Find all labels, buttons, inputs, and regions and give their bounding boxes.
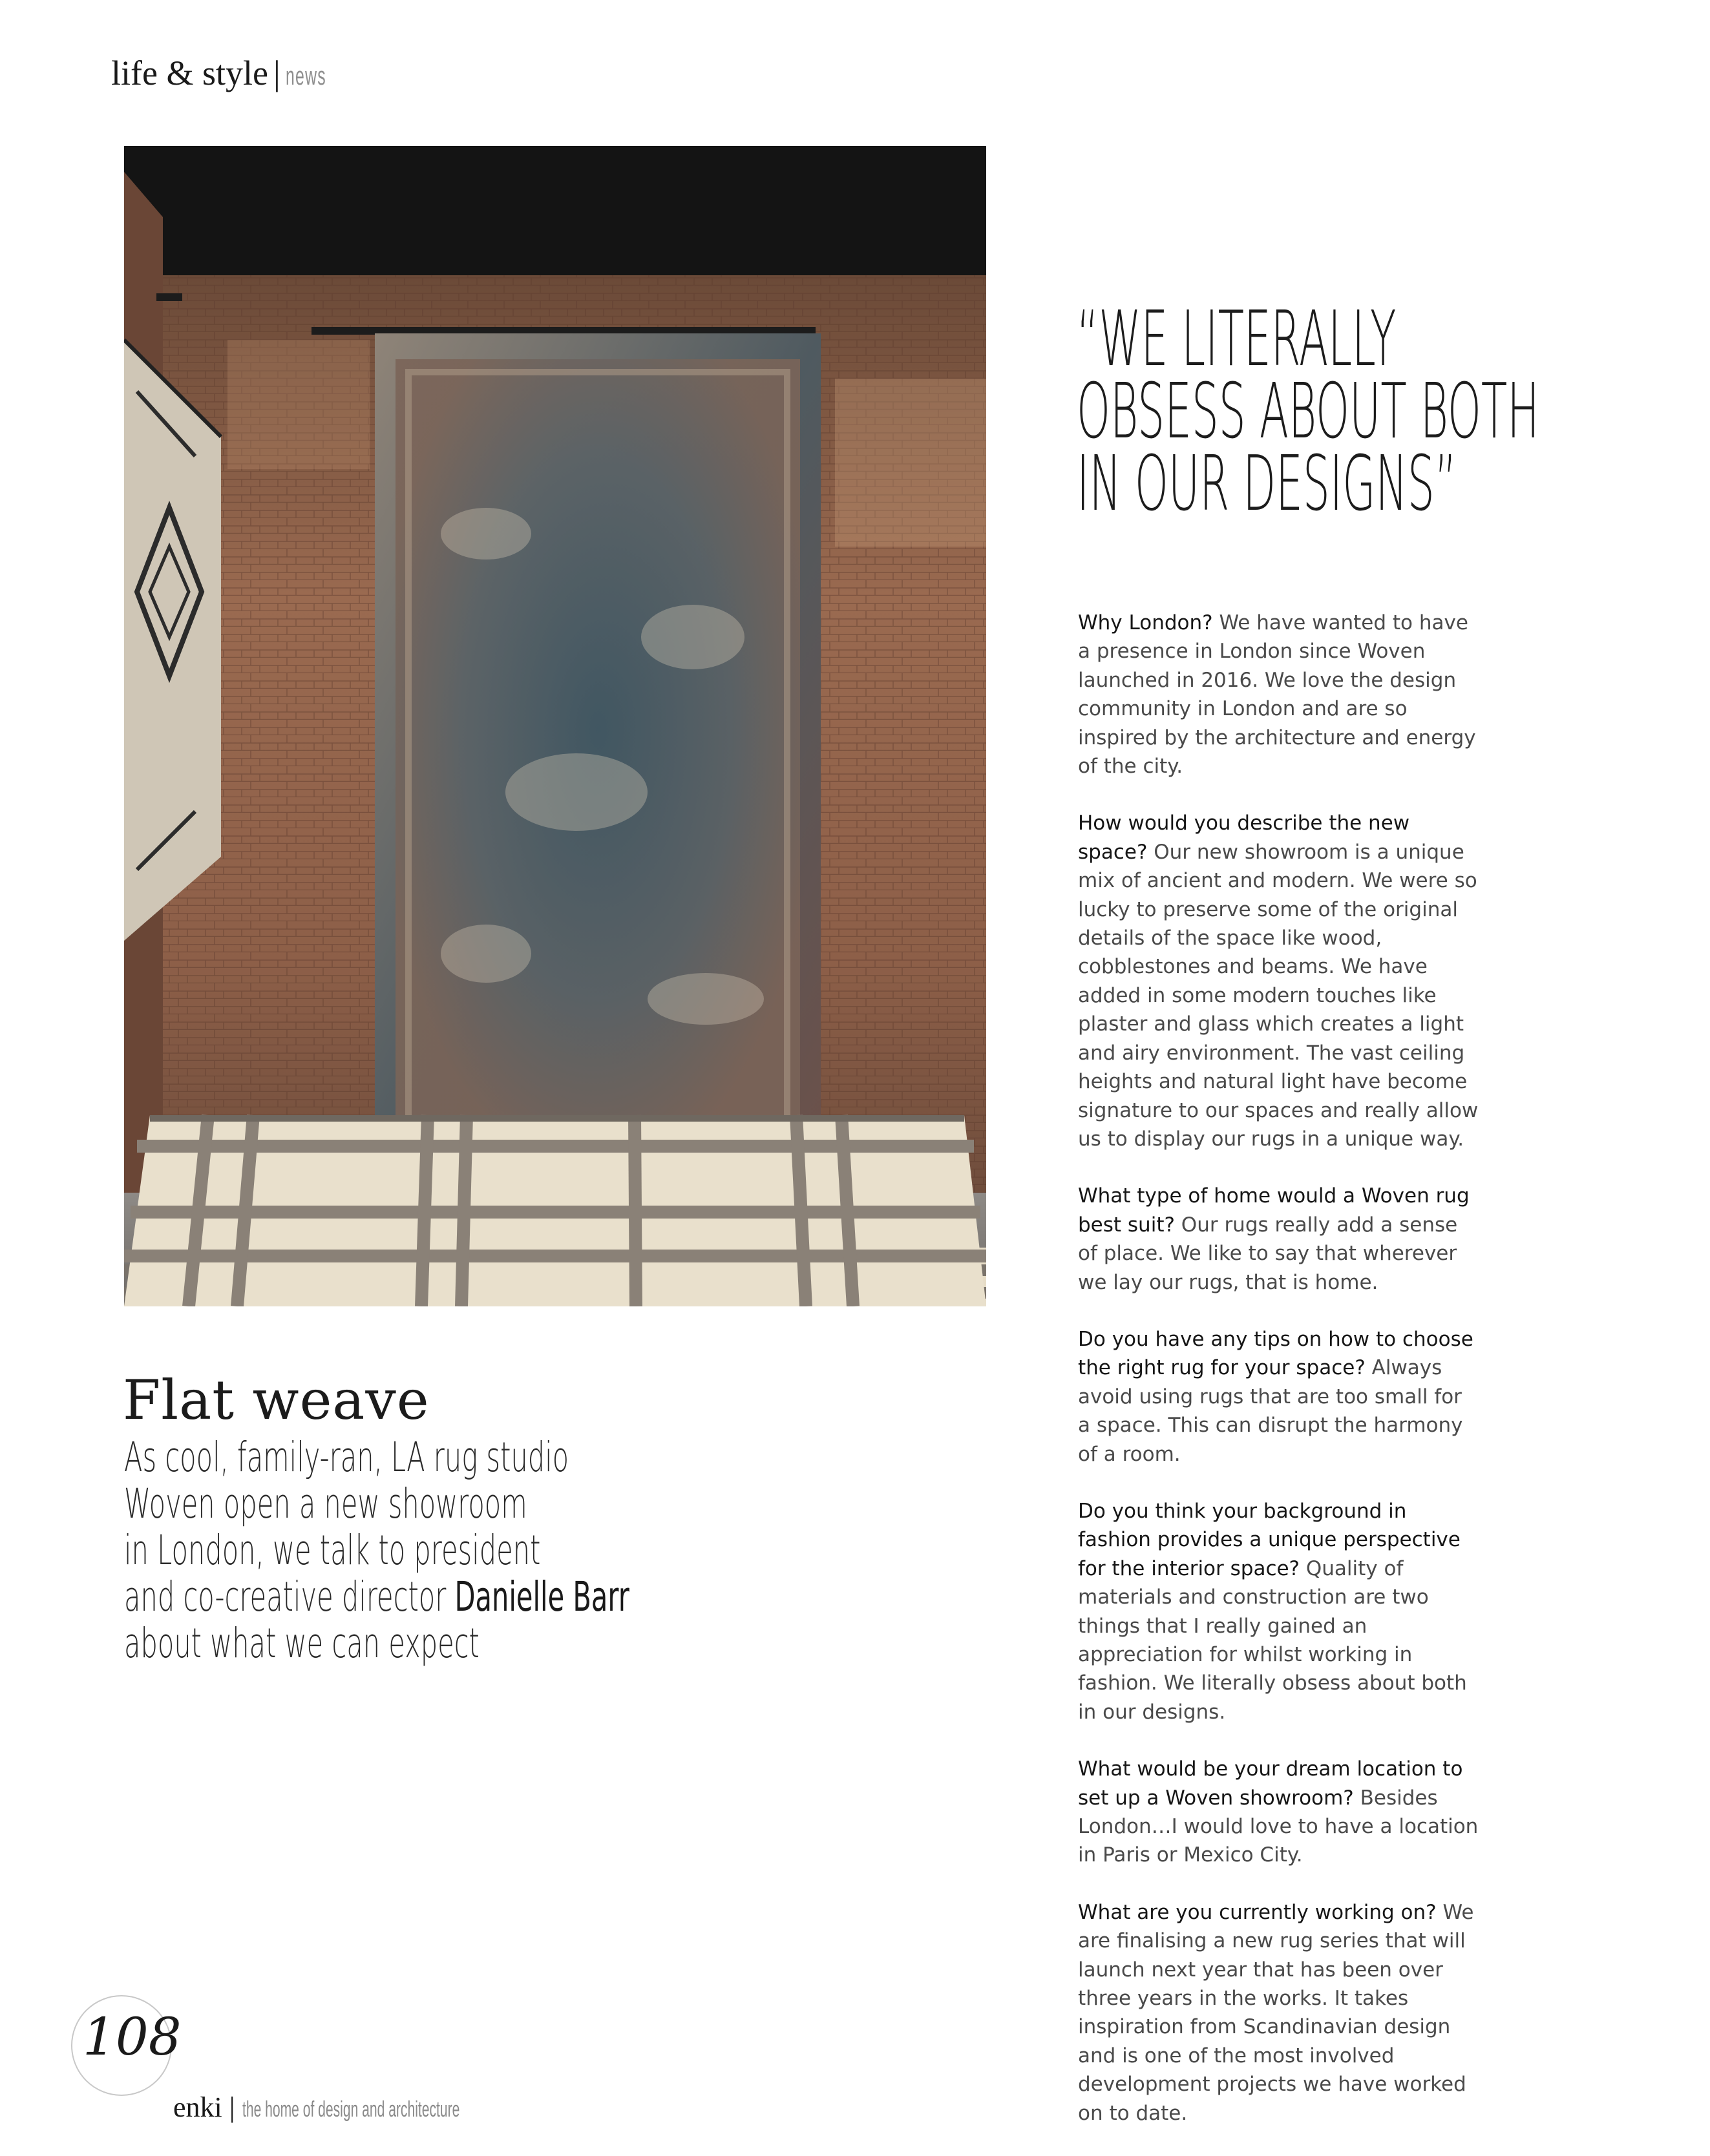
answer: Always avoid using rugs that are too small for a space. This can disrupt the harmony of a room.	[1078, 1356, 1463, 1466]
answer: We have wanted to have a presence in London since Woven launched in 2016. We love the design community in London and are so inspired by the architecture and energy of the city.	[1078, 611, 1476, 779]
interview-column	[1078, 609, 1479, 2156]
pull-quote	[1077, 294, 1539, 528]
qa-item	[1078, 1182, 1479, 1297]
article-standfirst	[124, 1434, 629, 1667]
standfirst-text: and co-creative director	[124, 1573, 455, 1620]
question: What type of home would a Woven rug best suit?	[1078, 1184, 1470, 1237]
question: What would be your dream location to set up a Woven showroom?	[1078, 1757, 1463, 1810]
standfirst-line	[124, 1574, 629, 1620]
qa-item	[1078, 609, 1479, 780]
article-headline: Flat weave	[123, 1368, 430, 1432]
section-separator: |	[273, 54, 280, 92]
answer: Quality of materials and construction are two things that I really gained an appreciation for whilst working in fashion. We literally obsess about both in our designs.	[1078, 1556, 1467, 1724]
showroom-photo	[124, 146, 986, 1306]
section-name: life & style	[111, 54, 268, 92]
interviewee-name: Danielle Barr	[454, 1573, 629, 1620]
subsection-name: news	[285, 62, 326, 90]
qa-item	[1078, 1755, 1479, 1870]
footer-brand: enki	[173, 2091, 222, 2123]
page-number: 108	[83, 2007, 182, 2067]
question: How would you describe the new space?	[1078, 811, 1410, 864]
question: What are you currently working on?	[1078, 1900, 1437, 1924]
question: Do you think your background in fashion provides a unique perspective for the interior space?	[1078, 1499, 1461, 1580]
pull-quote-line: OBSESS ABOUT BOTH	[1077, 366, 1539, 455]
pull-quote-line: “WE LITERALLY	[1077, 294, 1397, 383]
standfirst-line: Woven open a new showroom	[124, 1480, 527, 1527]
footer-tagline: the home of design and architecture	[242, 2097, 459, 2122]
standfirst-line: As cool, family-ran, LA rug studio	[124, 1434, 569, 1481]
section-label	[111, 53, 351, 93]
photo-icon	[124, 146, 986, 1306]
standfirst-line: about what we can expect	[124, 1620, 480, 1667]
pull-quote-line: IN OUR DESIGNS”	[1077, 439, 1457, 528]
footer	[173, 2091, 593, 2124]
qa-item	[1078, 809, 1479, 1153]
standfirst-line: in London, we talk to president	[124, 1527, 541, 1574]
question: Why London?	[1078, 611, 1213, 634]
answer: We are finalising a new rug series that will launch next year that has been over three years in the works. It takes inspiration from Scandinavian design and is one of the most involved development projects we have worked on to date.	[1078, 1900, 1474, 2125]
qa-item	[1078, 1325, 1479, 1469]
question: Do you have any tips on how to choose the right rug for your space?	[1078, 1327, 1473, 1380]
answer: Our new showroom is a unique mix of ancient and modern. We were so lucky to preserve some of the original details of the space like wood, cobblestones and beams. We have added in some modern touches like plaster and glass which creates a light and airy environment. The vast ceiling heights and natural light have become signature to our spaces and really allow us to display our rugs in a unique way.	[1078, 840, 1479, 1151]
qa-item	[1078, 1497, 1479, 1726]
answer: Besides London…I would love to have a location in Paris or Mexico City.	[1078, 1786, 1479, 1867]
answer: Our rugs really add a sense of place. We like to say that wherever we lay our rugs, that is home.	[1078, 1213, 1458, 1294]
qa-item	[1078, 1898, 1479, 2128]
footer-separator: |	[229, 2091, 235, 2123]
